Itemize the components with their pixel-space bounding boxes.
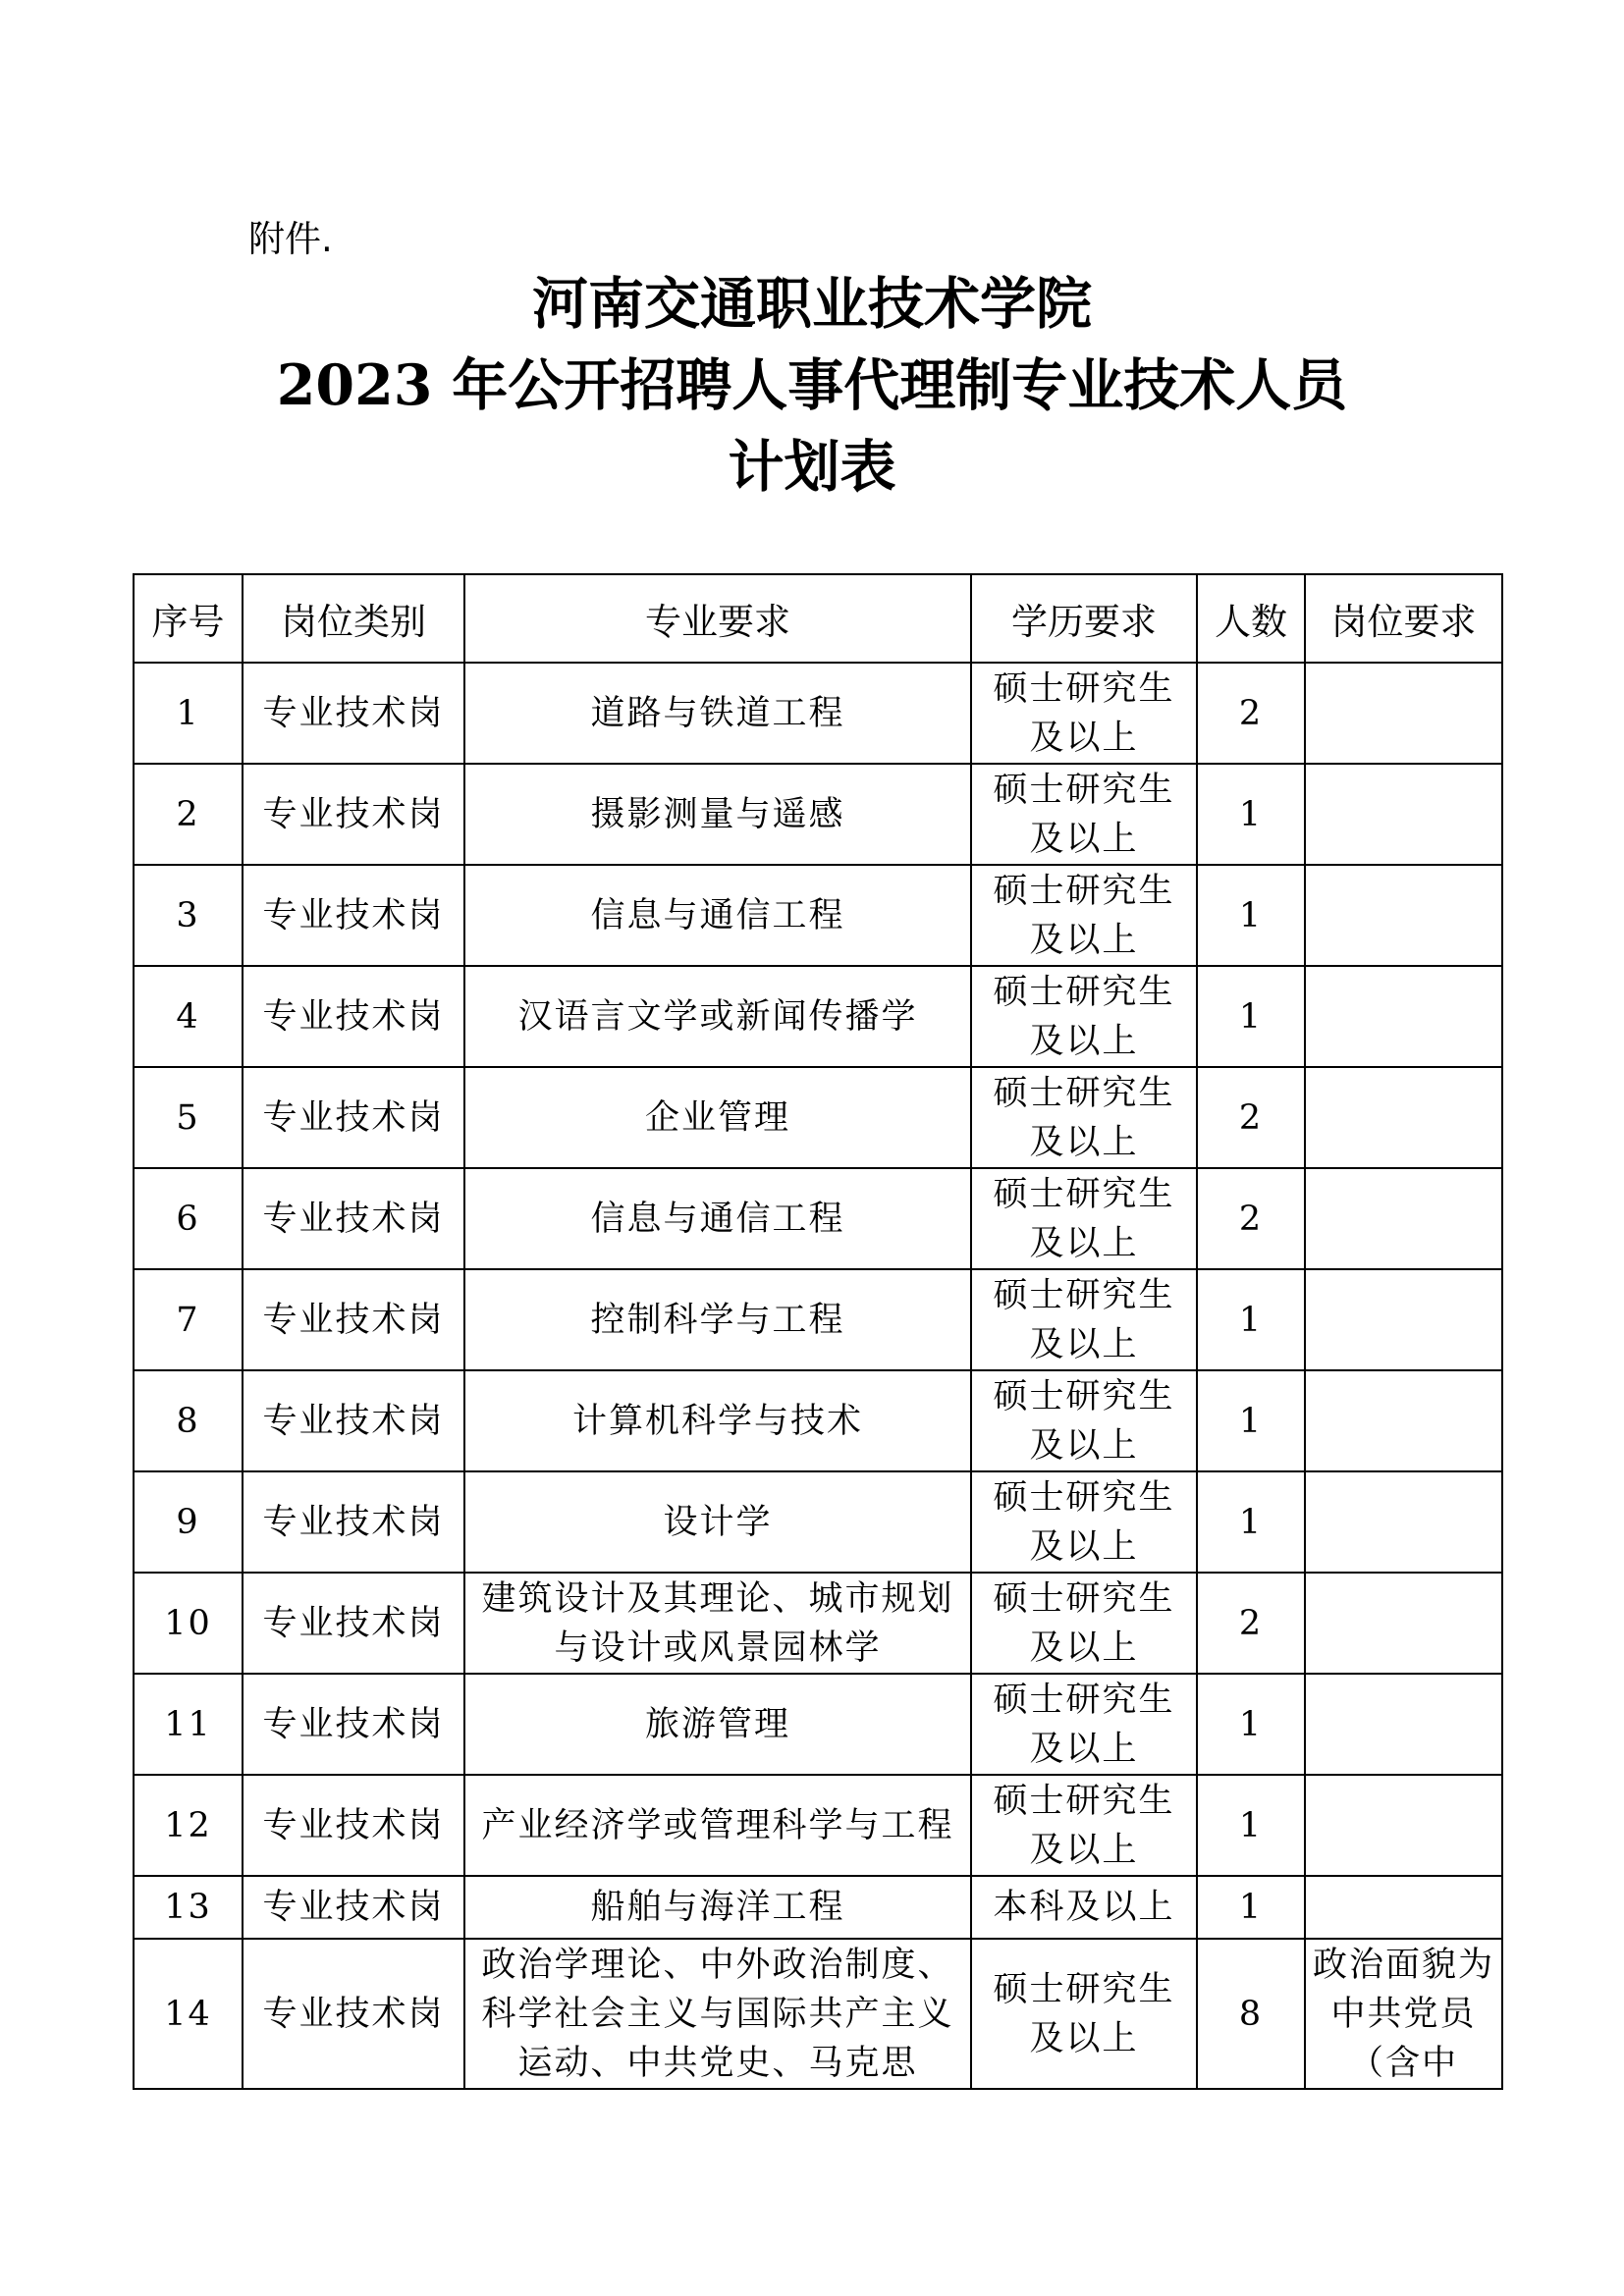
cell-no: 13 xyxy=(134,1876,243,1939)
title-line-3: 计划表 xyxy=(728,434,896,500)
cell-count: 1 xyxy=(1197,1471,1305,1573)
cell-major: 旅游管理 xyxy=(464,1674,971,1775)
cell-requirement xyxy=(1305,663,1502,764)
title-line-2: 2023 年公开招聘人事代理制专业技术人员 xyxy=(276,352,1348,418)
cell-count: 1 xyxy=(1197,1674,1305,1775)
cell-major: 信息与通信工程 xyxy=(464,1168,971,1269)
cell-requirement xyxy=(1305,1573,1502,1674)
cell-category: 专业技术岗 xyxy=(243,1573,464,1674)
cell-no: 3 xyxy=(134,865,243,966)
cell-category: 专业技术岗 xyxy=(243,764,464,865)
table-row xyxy=(134,1573,1502,1674)
cell-major: 道路与铁道工程 xyxy=(464,663,971,764)
table-row xyxy=(134,663,1502,764)
table-row xyxy=(134,966,1502,1067)
cell-category: 专业技术岗 xyxy=(243,1939,464,2089)
cell-major: 信息与通信工程 xyxy=(464,865,971,966)
cell-major: 船舶与海洋工程 xyxy=(464,1876,971,1939)
cell-category: 专业技术岗 xyxy=(243,1775,464,1876)
cell-no: 5 xyxy=(134,1067,243,1168)
header-cell: 序号 xyxy=(134,574,243,663)
cell-education: 硕士研究生及以上 xyxy=(971,1674,1197,1775)
cell-count: 2 xyxy=(1197,1067,1305,1168)
table-row xyxy=(134,865,1502,966)
cell-count: 2 xyxy=(1197,1168,1305,1269)
cell-major: 政治学理论、中外政治制度、科学社会主义与国际共产主义运动、中共党史、马克思 xyxy=(464,1939,971,2089)
cell-education: 硕士研究生及以上 xyxy=(971,663,1197,764)
cell-count: 2 xyxy=(1197,1573,1305,1674)
cell-category: 专业技术岗 xyxy=(243,1674,464,1775)
cell-major: 企业管理 xyxy=(464,1067,971,1168)
cell-count: 1 xyxy=(1197,1775,1305,1876)
header-cell: 专业要求 xyxy=(464,574,971,663)
cell-major: 摄影测量与遥感 xyxy=(464,764,971,865)
cell-no: 2 xyxy=(134,764,243,865)
cell-requirement: 政治面貌为中共党员（含中 xyxy=(1305,1939,1502,2089)
cell-requirement xyxy=(1305,764,1502,865)
header-cell: 人数 xyxy=(1197,574,1305,663)
cell-requirement xyxy=(1305,1674,1502,1775)
cell-no: 1 xyxy=(134,663,243,764)
table-row xyxy=(134,1876,1502,1939)
cell-education: 硕士研究生及以上 xyxy=(971,1067,1197,1168)
cell-major: 计算机科学与技术 xyxy=(464,1370,971,1471)
cell-requirement xyxy=(1305,865,1502,966)
cell-requirement xyxy=(1305,1168,1502,1269)
cell-category: 专业技术岗 xyxy=(243,1370,464,1471)
cell-category: 专业技术岗 xyxy=(243,865,464,966)
cell-no: 11 xyxy=(134,1674,243,1775)
cell-education: 硕士研究生及以上 xyxy=(971,1471,1197,1573)
cell-category: 专业技术岗 xyxy=(243,1269,464,1370)
header-cell: 岗位要求 xyxy=(1305,574,1502,663)
attachment-label: 附件. xyxy=(248,218,333,260)
cell-major: 建筑设计及其理论、城市规划与设计或风景园林学 xyxy=(464,1573,971,1674)
cell-major: 汉语言文学或新闻传播学 xyxy=(464,966,971,1067)
cell-education: 本科及以上 xyxy=(971,1876,1197,1939)
cell-major: 控制科学与工程 xyxy=(464,1269,971,1370)
cell-count: 1 xyxy=(1197,865,1305,966)
cell-major: 产业经济学或管理科学与工程 xyxy=(464,1775,971,1876)
table-header-row xyxy=(134,574,1502,663)
title-line-1: 河南交通职业技术学院 xyxy=(532,271,1092,337)
cell-no: 12 xyxy=(134,1775,243,1876)
cell-count: 1 xyxy=(1197,1370,1305,1471)
cell-category: 专业技术岗 xyxy=(243,663,464,764)
cell-requirement xyxy=(1305,1269,1502,1370)
recruitment-plan-table xyxy=(133,573,1503,2090)
cell-requirement xyxy=(1305,1067,1502,1168)
document-title xyxy=(0,263,1624,507)
cell-major: 设计学 xyxy=(464,1471,971,1573)
cell-no: 8 xyxy=(134,1370,243,1471)
cell-no: 9 xyxy=(134,1471,243,1573)
cell-category: 专业技术岗 xyxy=(243,1471,464,1573)
cell-education: 硕士研究生及以上 xyxy=(971,1370,1197,1471)
cell-no: 14 xyxy=(134,1939,243,2089)
table-row xyxy=(134,1775,1502,1876)
cell-category: 专业技术岗 xyxy=(243,1067,464,1168)
cell-education: 硕士研究生及以上 xyxy=(971,865,1197,966)
cell-no: 7 xyxy=(134,1269,243,1370)
cell-no: 6 xyxy=(134,1168,243,1269)
table-row xyxy=(134,1168,1502,1269)
cell-education: 硕士研究生及以上 xyxy=(971,1269,1197,1370)
cell-requirement xyxy=(1305,1370,1502,1471)
table-row xyxy=(134,1370,1502,1471)
header-cell: 学历要求 xyxy=(971,574,1197,663)
cell-education: 硕士研究生及以上 xyxy=(971,1168,1197,1269)
table-row xyxy=(134,1674,1502,1775)
cell-no: 10 xyxy=(134,1573,243,1674)
cell-education: 硕士研究生及以上 xyxy=(971,764,1197,865)
cell-count: 1 xyxy=(1197,1876,1305,1939)
cell-count: 1 xyxy=(1197,1269,1305,1370)
cell-requirement xyxy=(1305,1471,1502,1573)
cell-count: 2 xyxy=(1197,663,1305,764)
cell-count: 8 xyxy=(1197,1939,1305,2089)
cell-category: 专业技术岗 xyxy=(243,1168,464,1269)
cell-requirement xyxy=(1305,1775,1502,1876)
table-row xyxy=(134,1471,1502,1573)
cell-education: 硕士研究生及以上 xyxy=(971,966,1197,1067)
table-row xyxy=(134,1939,1502,2089)
cell-requirement xyxy=(1305,1876,1502,1939)
cell-requirement xyxy=(1305,966,1502,1067)
cell-education: 硕士研究生及以上 xyxy=(971,1775,1197,1876)
cell-category: 专业技术岗 xyxy=(243,966,464,1067)
cell-count: 1 xyxy=(1197,966,1305,1067)
header-cell: 岗位类别 xyxy=(243,574,464,663)
table-row xyxy=(134,764,1502,865)
cell-category: 专业技术岗 xyxy=(243,1876,464,1939)
cell-count: 1 xyxy=(1197,764,1305,865)
cell-no: 4 xyxy=(134,966,243,1067)
table-row xyxy=(134,1067,1502,1168)
cell-education: 硕士研究生及以上 xyxy=(971,1939,1197,2089)
cell-education: 硕士研究生及以上 xyxy=(971,1573,1197,1674)
table-row xyxy=(134,1269,1502,1370)
